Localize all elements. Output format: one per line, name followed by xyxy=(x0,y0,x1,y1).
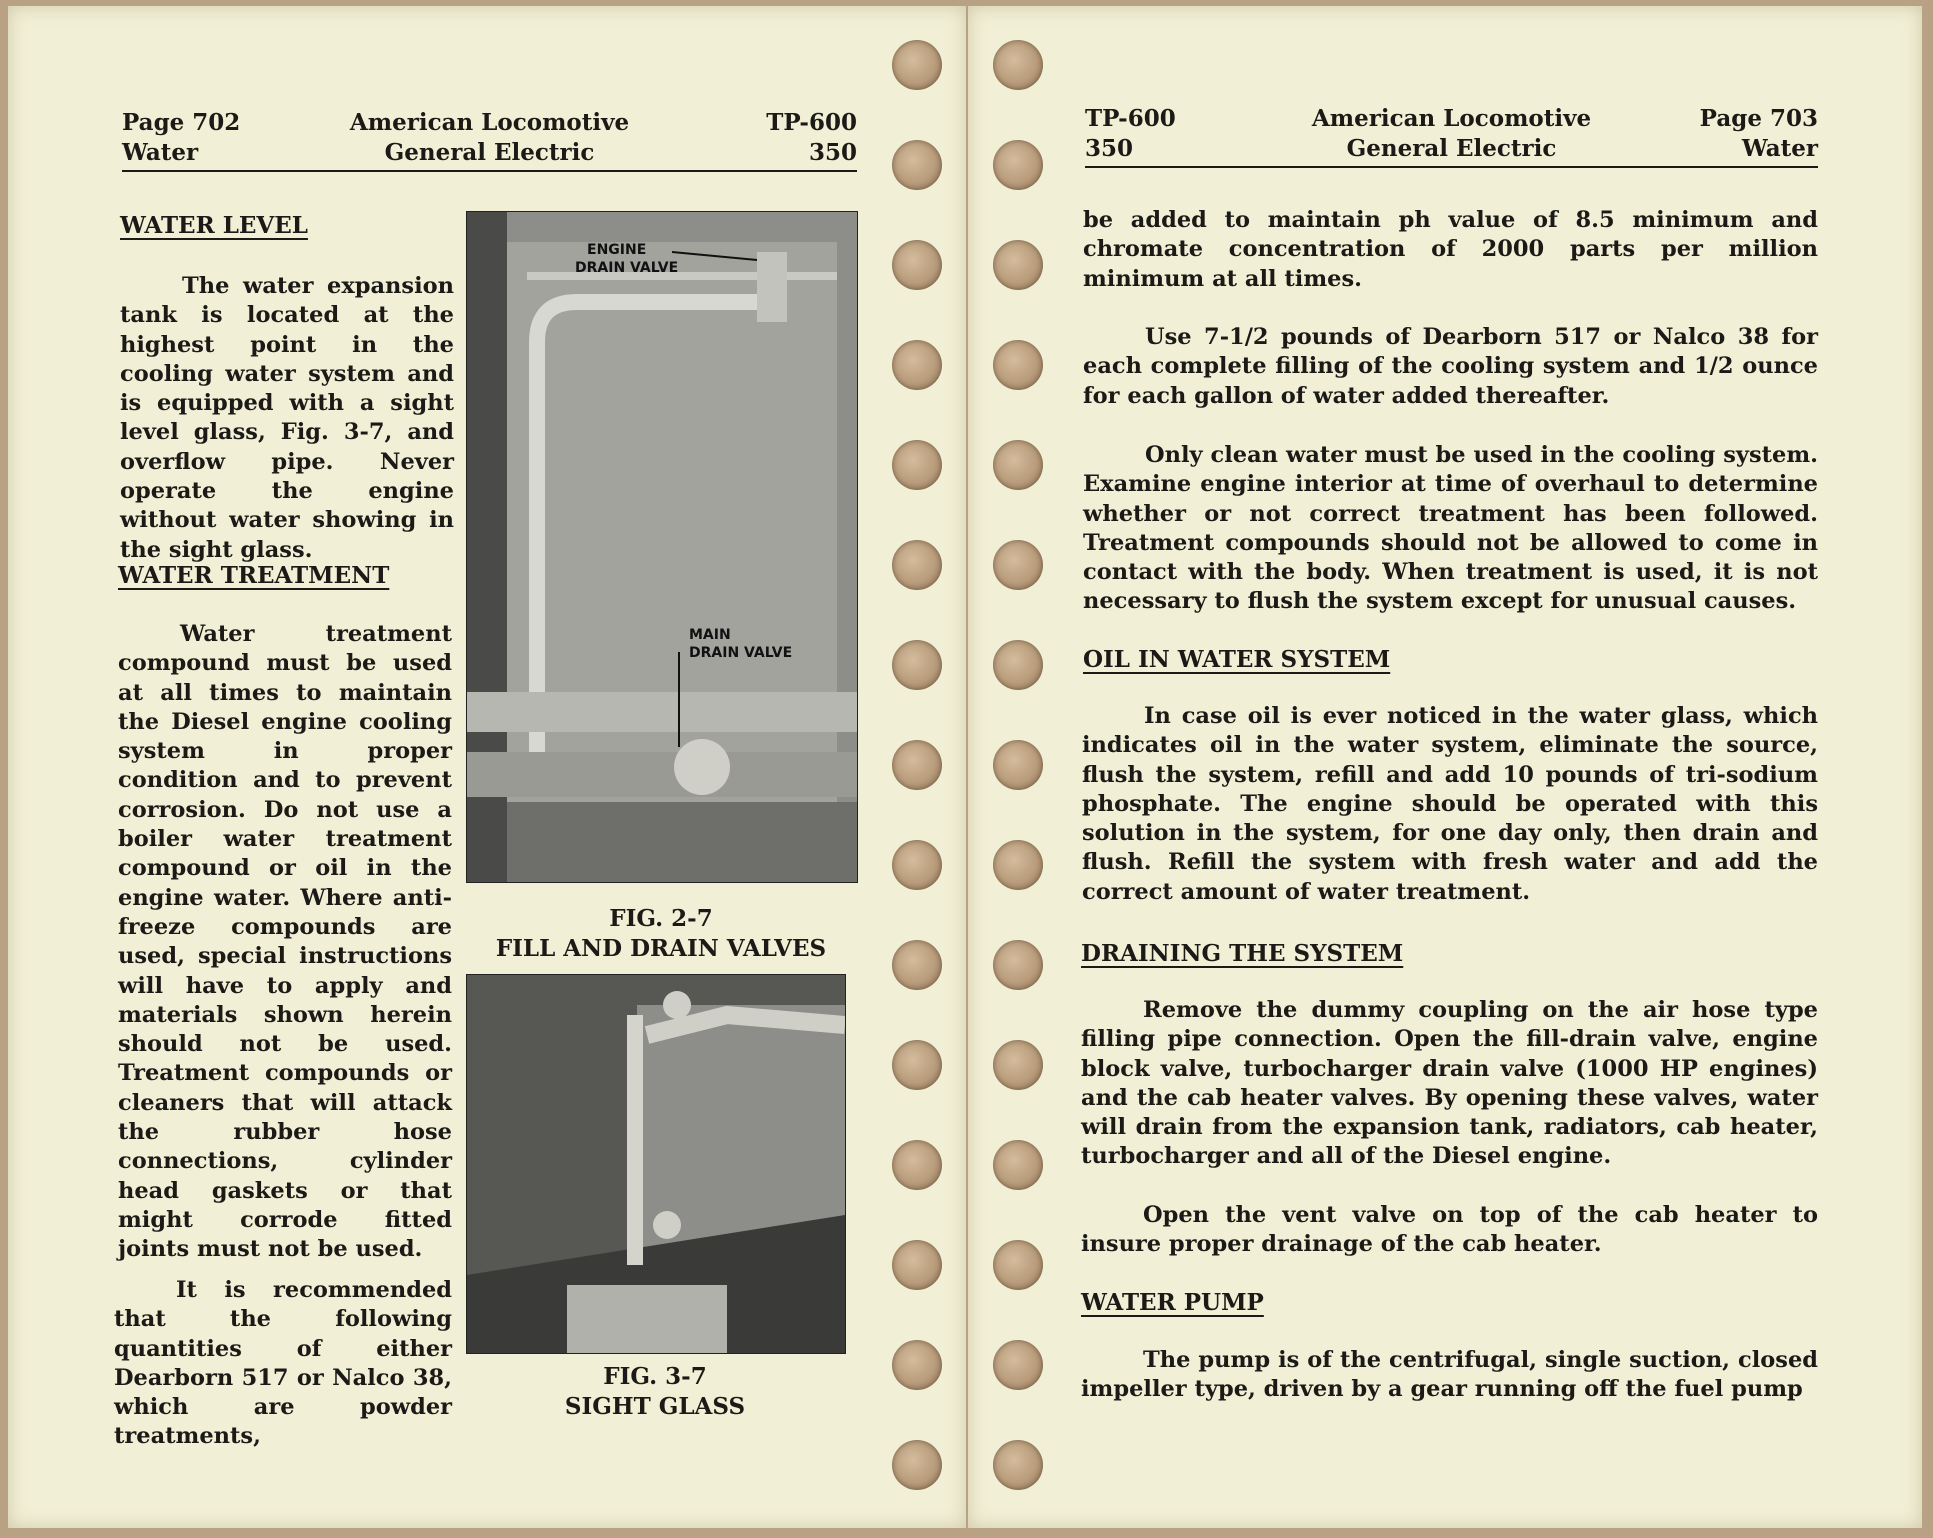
section-name: Water xyxy=(122,139,199,166)
binding-hole xyxy=(993,840,1043,890)
model-number: TP-600 xyxy=(1085,105,1176,132)
page-number: Page 703 xyxy=(1699,105,1818,132)
binding-hole xyxy=(892,340,942,390)
draining-heading: DRAINING THE SYSTEM xyxy=(1081,940,1404,967)
engine-drain-callout-1: ENGINE xyxy=(587,242,647,258)
binding-hole xyxy=(892,1140,942,1190)
main-drain-callout-1: MAIN xyxy=(689,627,731,643)
fill-drain-valves-photo xyxy=(466,211,858,883)
continued-text: be added to maintain ph value of 8.5 minimum and chromate concentration of 2000 parts per million minimum at all times. xyxy=(1083,207,1818,292)
binding-hole xyxy=(892,540,942,590)
binding-hole xyxy=(892,1240,942,1290)
draining-text: Remove the dummy coupling on the air hose type filling pipe connection. Open the fill-drain valve, engine block valve, turbocharger drain valve (1000 HP engines) and the cab heater valves. By opening these valves, water will drain from the expansion tank, radiators, cab heater, turbocharger and all of the Diesel engine. xyxy=(1081,997,1818,1170)
binding-hole xyxy=(993,40,1043,90)
vent-valve-text: Open the vent valve on top of the cab heater to insure proper drainage of the cab heater. xyxy=(1081,1202,1818,1258)
engine-drain-callout-2: DRAIN VALVE xyxy=(575,260,679,276)
binding-hole xyxy=(892,140,942,190)
binding-hole xyxy=(892,40,942,90)
binding-hole xyxy=(993,540,1043,590)
binding-hole xyxy=(993,940,1043,990)
fig-2-7-caption xyxy=(466,904,856,964)
fig-2-7-number: FIG. 2-7 xyxy=(609,905,713,932)
binding-hole xyxy=(892,1340,942,1390)
dearborn-text: Use 7-1/2 pounds of Dearborn 517 or Nalco 38 for each complete filling of the cooling system and 1/2 ounce for each gallon of water added thereafter. xyxy=(1083,324,1818,409)
model-number: TP-600 xyxy=(766,109,857,136)
binding-hole xyxy=(892,840,942,890)
fill-drain-valves-illustration xyxy=(467,212,857,882)
header-title: American Locomotive xyxy=(1311,105,1592,132)
page-number: Page 702 xyxy=(122,109,241,136)
water-treatment-text: Water treatment compound must be used at all times to maintain the Diesel engine cooling system in proper condition and to prevent corrosion. Do not use a boiler water treatment compound or oil in the engine water. Where anti-freeze compounds are used, special instructions will have to apply and materials shown herein should not be used. Treatment compounds or cleaners that will attack the rubber hose connections, cylinder head gaskets or that might corrode fitted joints must not be used. xyxy=(118,621,452,1263)
binding-hole xyxy=(993,1240,1043,1290)
header-subtitle: General Electric xyxy=(1346,135,1557,162)
left-page-header xyxy=(122,108,857,172)
fig-3-7-title: SIGHT GLASS xyxy=(564,1393,746,1420)
fig-3-7-caption xyxy=(466,1362,844,1422)
binding-hole xyxy=(993,1340,1043,1390)
binding-hole xyxy=(993,1140,1043,1190)
binding-hole xyxy=(993,140,1043,190)
header-subtitle: General Electric xyxy=(384,139,595,166)
binding-hole xyxy=(892,1440,942,1490)
water-treatment-heading: WATER TREATMENT xyxy=(118,562,390,589)
binding-hole xyxy=(892,740,942,790)
fig-3-7-number: FIG. 3-7 xyxy=(603,1363,707,1390)
section-name: Water xyxy=(1741,135,1818,162)
main-drain-callout-2: DRAIN VALVE xyxy=(689,645,793,661)
binding-hole xyxy=(993,1040,1043,1090)
binding-hole xyxy=(892,940,942,990)
binding-hole xyxy=(993,340,1043,390)
binding-hole xyxy=(993,1440,1043,1490)
fig-2-7-title: FILL AND DRAIN VALVES xyxy=(495,935,827,962)
water-level-heading: WATER LEVEL xyxy=(120,212,308,239)
binding-hole xyxy=(993,240,1043,290)
sight-glass-photo xyxy=(466,974,846,1354)
binding-hole xyxy=(892,240,942,290)
left-page xyxy=(8,6,966,1528)
sight-glass-illustration xyxy=(467,975,845,1353)
right-page xyxy=(968,6,1922,1528)
recommended-text: It is recommended that the following quantities of either Dearborn 517 or Nalco 38, which are powder treatments, xyxy=(114,1277,452,1450)
binding-hole xyxy=(993,440,1043,490)
water-level-text: The water expansion tank is located at the highest point in the cooling water system and is equipped with a sight level glass, Fig. 3-7, and overflow pipe. Never operate the engine without water showing in the sight glass. xyxy=(120,273,454,563)
oil-in-water-heading: OIL IN WATER SYSTEM xyxy=(1083,646,1391,673)
water-pump-heading: WATER PUMP xyxy=(1081,1289,1264,1316)
header-title: American Locomotive xyxy=(349,109,630,136)
binding-hole xyxy=(993,740,1043,790)
binding-hole xyxy=(993,640,1043,690)
model-subnumber: 350 xyxy=(1085,135,1134,162)
binding-hole xyxy=(892,440,942,490)
water-pump-text: The pump is of the centrifugal, single suction, closed impeller type, driven by a gear running off the fuel pump xyxy=(1081,1347,1818,1403)
binding-hole xyxy=(892,640,942,690)
model-subnumber: 350 xyxy=(808,139,857,166)
binding-hole xyxy=(892,1040,942,1090)
right-page-header xyxy=(1085,104,1818,168)
oil-in-water-text: In case oil is ever noticed in the water glass, which indicates oil in the water system, eliminate the source, flush the system, refill and add 10 pounds of tri-sodium phosphate. The engine should be operated with this solution in the system, for one day only, then drain and flush. Refill the system with fresh water and add the correct amount of water treatment. xyxy=(1082,703,1818,905)
clean-water-text: Only clean water must be used in the cooling system. Examine engine interior at time of overhaul to determine whether or not correct treatment has been followed. Treatment compounds should not be allowed to come in contact with the body. When treatment is used, it is not necessary to flush the system except for unusual causes. xyxy=(1083,442,1818,615)
